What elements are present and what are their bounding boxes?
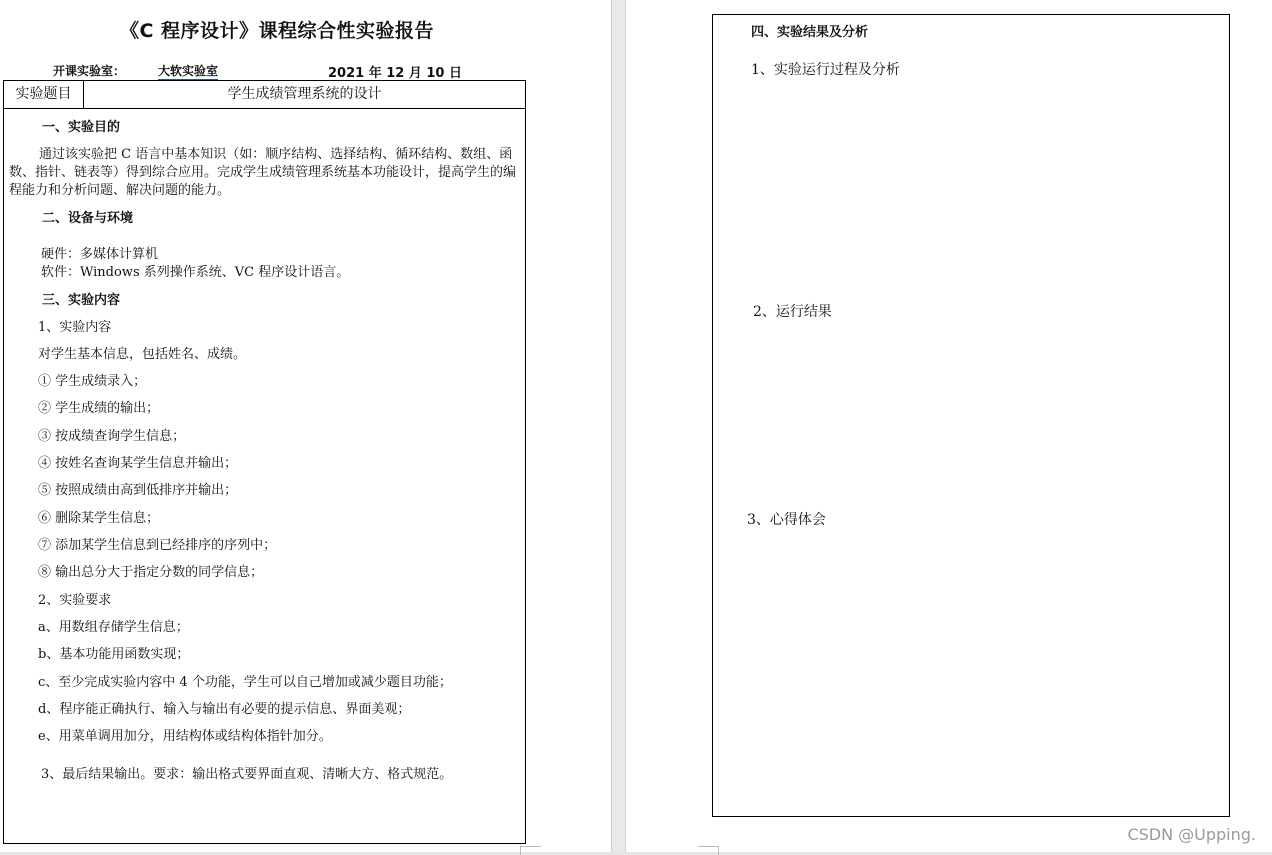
csdn-watermark: CSDN @Upping. <box>1127 825 1256 844</box>
section1-heading: 一、实验目的 <box>42 120 121 135</box>
lab-label: 开课实验室： <box>53 64 126 78</box>
requirement-item: e、用菜单调用加分，用结构体或结构体指针加分。 <box>38 729 332 744</box>
experiment-title-value: 学生成绩管理系统的设计 <box>227 86 382 102</box>
content-item: ⑥ 删除某学生信息； <box>38 511 160 526</box>
requirement-item: a、用数组存储学生信息； <box>38 620 189 635</box>
experiment-title-row <box>4 81 525 109</box>
requirement-item: d、程序能正确执行、输入与输出有必要的提示信息、界面美观； <box>38 702 411 717</box>
page-gutter <box>611 0 626 852</box>
results-item-2: 2、运行结果 <box>753 304 832 320</box>
requirement-item: b、基本功能用函数实现； <box>38 647 190 662</box>
section3-heading: 三、实验内容 <box>42 293 121 308</box>
results-item-1: 1、实验运行过程及分析 <box>751 62 900 78</box>
content-item: ① 学生成绩录入； <box>38 374 147 389</box>
report-date: 2021 年 12 月 10 日 <box>328 66 462 81</box>
content-intro: 对学生基本信息，包括姓名、成绩。 <box>38 347 247 362</box>
content-item: ⑧ 输出总分大于指定分数的同学信息； <box>38 565 264 580</box>
experiment-title-label: 实验题目 <box>4 81 84 108</box>
lab-value: 大软实验室 <box>158 64 219 78</box>
document-title: 《C 程序设计》课程综合性实验报告 <box>120 20 435 42</box>
content-item: ③ 按成绩查询学生信息； <box>38 429 186 444</box>
section1-text: 通过该实验把 C 语言中基本知识（如：顺序结构、选择结构、循环结构、数组、函数、指针、链表等）得到综合应用。完成学生成绩管理系统基本功能设计，提高学生的编程能力和分析问题、解决问题的能力。 <box>9 147 517 198</box>
software-text: 软件：Windows 系列操作系统、VC 程序设计语言。 <box>41 265 350 280</box>
content-item: ⑤ 按照成绩由高到低排序并输出； <box>38 483 238 498</box>
right-page <box>626 0 1272 852</box>
left-page <box>0 0 611 852</box>
requirement-item: c、至少完成实验内容中 4 个功能，学生可以自己增加或减少题目功能； <box>38 675 452 690</box>
report-table <box>3 80 526 844</box>
content-item: ② 学生成绩的输出； <box>38 401 160 416</box>
content-item: ④ 按姓名查询某学生信息并输出； <box>38 456 238 471</box>
requirements-heading: 2、实验要求 <box>38 593 112 608</box>
final-output-text: 3、最后结果输出。要求：输出格式要界面直观、清晰大方、格式规范。 <box>41 767 453 782</box>
results-item-3: 3、心得体会 <box>747 512 826 528</box>
section4-heading: 四、实验结果及分析 <box>751 25 869 40</box>
results-box <box>712 14 1230 817</box>
section2-heading: 二、设备与环境 <box>42 211 134 226</box>
hardware-text: 硬件：多媒体计算机 <box>41 247 159 262</box>
page-corner-mark <box>698 846 719 855</box>
page-corner-mark <box>520 846 541 855</box>
content-item: ⑦ 添加某学生信息到已经排序的序列中； <box>38 538 277 553</box>
content-heading: 1、实验内容 <box>38 320 112 335</box>
